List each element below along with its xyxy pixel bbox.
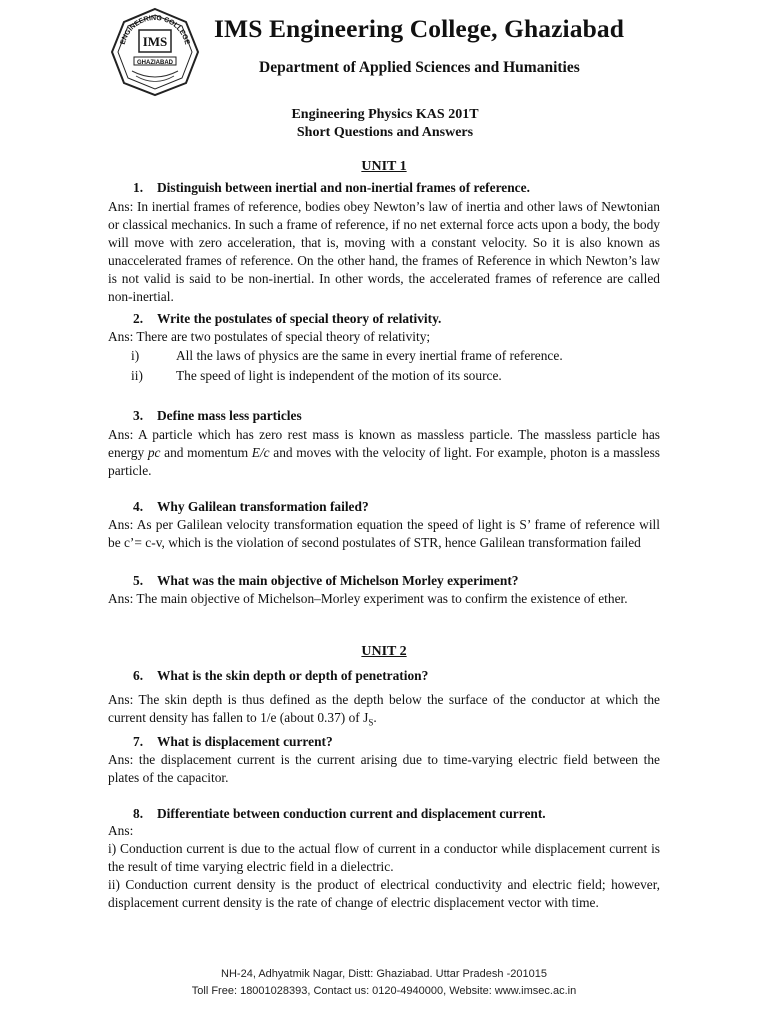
answer: Ans: In inertial frames of reference, bodies obey Newton’s law of inertia and other laws of Newtonian or classical mechanics. In such a frame of reference, if no net external force acts upon a body, the body will move with zero acceleration, that is, moving with a constant velocity. So it is also known as unaccelerated frames of reference. On the other hand, the frames of Reference in which Newton’s law is not valid is said to be non-inertial. In other words, the accelerated frames of reference are called non-inertial. [108,199,660,304]
question-text: Define mass less particles [157,408,302,423]
question [133,499,369,515]
question [133,180,530,196]
answer [108,822,660,912]
course-subtitle: Short Questions and Answers [296,125,474,140]
question [133,734,333,750]
footer-address: NH-24, Adhyatmik Nagar, Distt: Ghaziabad. Uttar Pradesh -201015 [221,968,547,980]
unit-heading: UNIT 2 [361,644,407,659]
answer-text: and momentum [160,445,252,460]
list-item-number: i) [131,348,140,363]
question [133,311,441,327]
question [133,668,428,684]
question-number: 4. [133,499,144,514]
question-number: 5. [133,573,144,588]
question [133,806,546,822]
question-text: Write the postulates of special theory of relativity. [157,311,442,326]
page-footer [0,966,768,1000]
question-number: 6. [133,668,144,683]
question-text: Differentiate between conduction current and displacement current. [157,806,546,821]
answer-symbol: E/c [251,445,270,460]
answer-subscript: S [368,717,374,728]
answer [108,691,660,732]
course-heading [0,106,768,142]
question-text: Distinguish between inertial and non-inertial frames of reference. [157,180,530,195]
question-text: Why Galilean transformation failed? [157,499,369,514]
answer: Ans: There are two postulates of special theory of relativity; [108,329,431,344]
answer-text: . [373,710,377,725]
course-title: Engineering Physics KAS 201T [291,107,479,122]
question-number: 8. [133,806,144,821]
answer-point: ii) Conduction current density is the product of electrical conductivity and electric field; however, displacement current density is the rate of change of electric displacement vector with time. [108,877,660,910]
question-text: What was the main objective of Michelson Morley experiment? [157,573,519,588]
college-logo [110,7,200,97]
department-name: Department of Applied Sciences and Humanities [259,59,580,76]
answer: Ans: As per Galilean velocity transformation equation the speed of light is S’ frame of reference will be c’= c-v, which is the violation of second postulates of STR, hence Galilean transformation failed [108,517,660,550]
question-number: 2. [133,311,144,326]
college-name: IMS Engineering College, Ghaziabad [214,14,625,43]
logo-badge-text: IMS [142,34,168,49]
question-text: What is the skin depth or depth of penetration? [157,668,429,683]
list-item-text: All the laws of physics are the same in every inertial frame of reference. [176,348,563,363]
logo-arc-text: ENGINEERING COLLEGE [119,14,191,46]
question-number: 7. [133,734,144,749]
answer-text: Ans: A particle which has zero rest mass is known as massless particle. The massless particle has energy [108,427,660,460]
list-item-text: The speed of light is independent of the motion of its source. [176,368,502,383]
answer-label: Ans: [108,823,134,838]
question [133,573,518,589]
answer-symbol: pc [147,445,161,460]
answer-point: i) Conduction current is due to the actual flow of current in a conductor while displacement current is the result of time varying electric field in a dielectric. [108,841,660,874]
question-number: 1. [133,180,144,195]
answer-text: and moves with the velocity of light. For example, photon is a massless particle. [108,445,660,478]
answer: Ans: The main objective of Michelson–Morley experiment was to confirm the existence of ether. [108,591,628,606]
question [133,408,302,424]
question-number: 3. [133,408,144,423]
answer-text: Ans: The skin depth is thus defined as the depth below the surface of the conductor at which the current density has fallen to 1/e (about 0.37) of J [108,692,660,725]
footer-contact: Toll Free: 18001028393, Contact us: 0120-4940000, Website: www.imsec.ac.in [191,985,577,997]
list-item-number: ii) [131,368,143,383]
answer [108,426,660,480]
answer: Ans: the displacement current is the current arising due to time-varying electric field between the plates of the capacitor. [108,752,660,785]
question-text: What is displacement current? [157,734,333,749]
logo-place-text: GHAZIABAD [137,60,173,66]
unit-heading: UNIT 1 [361,159,407,174]
